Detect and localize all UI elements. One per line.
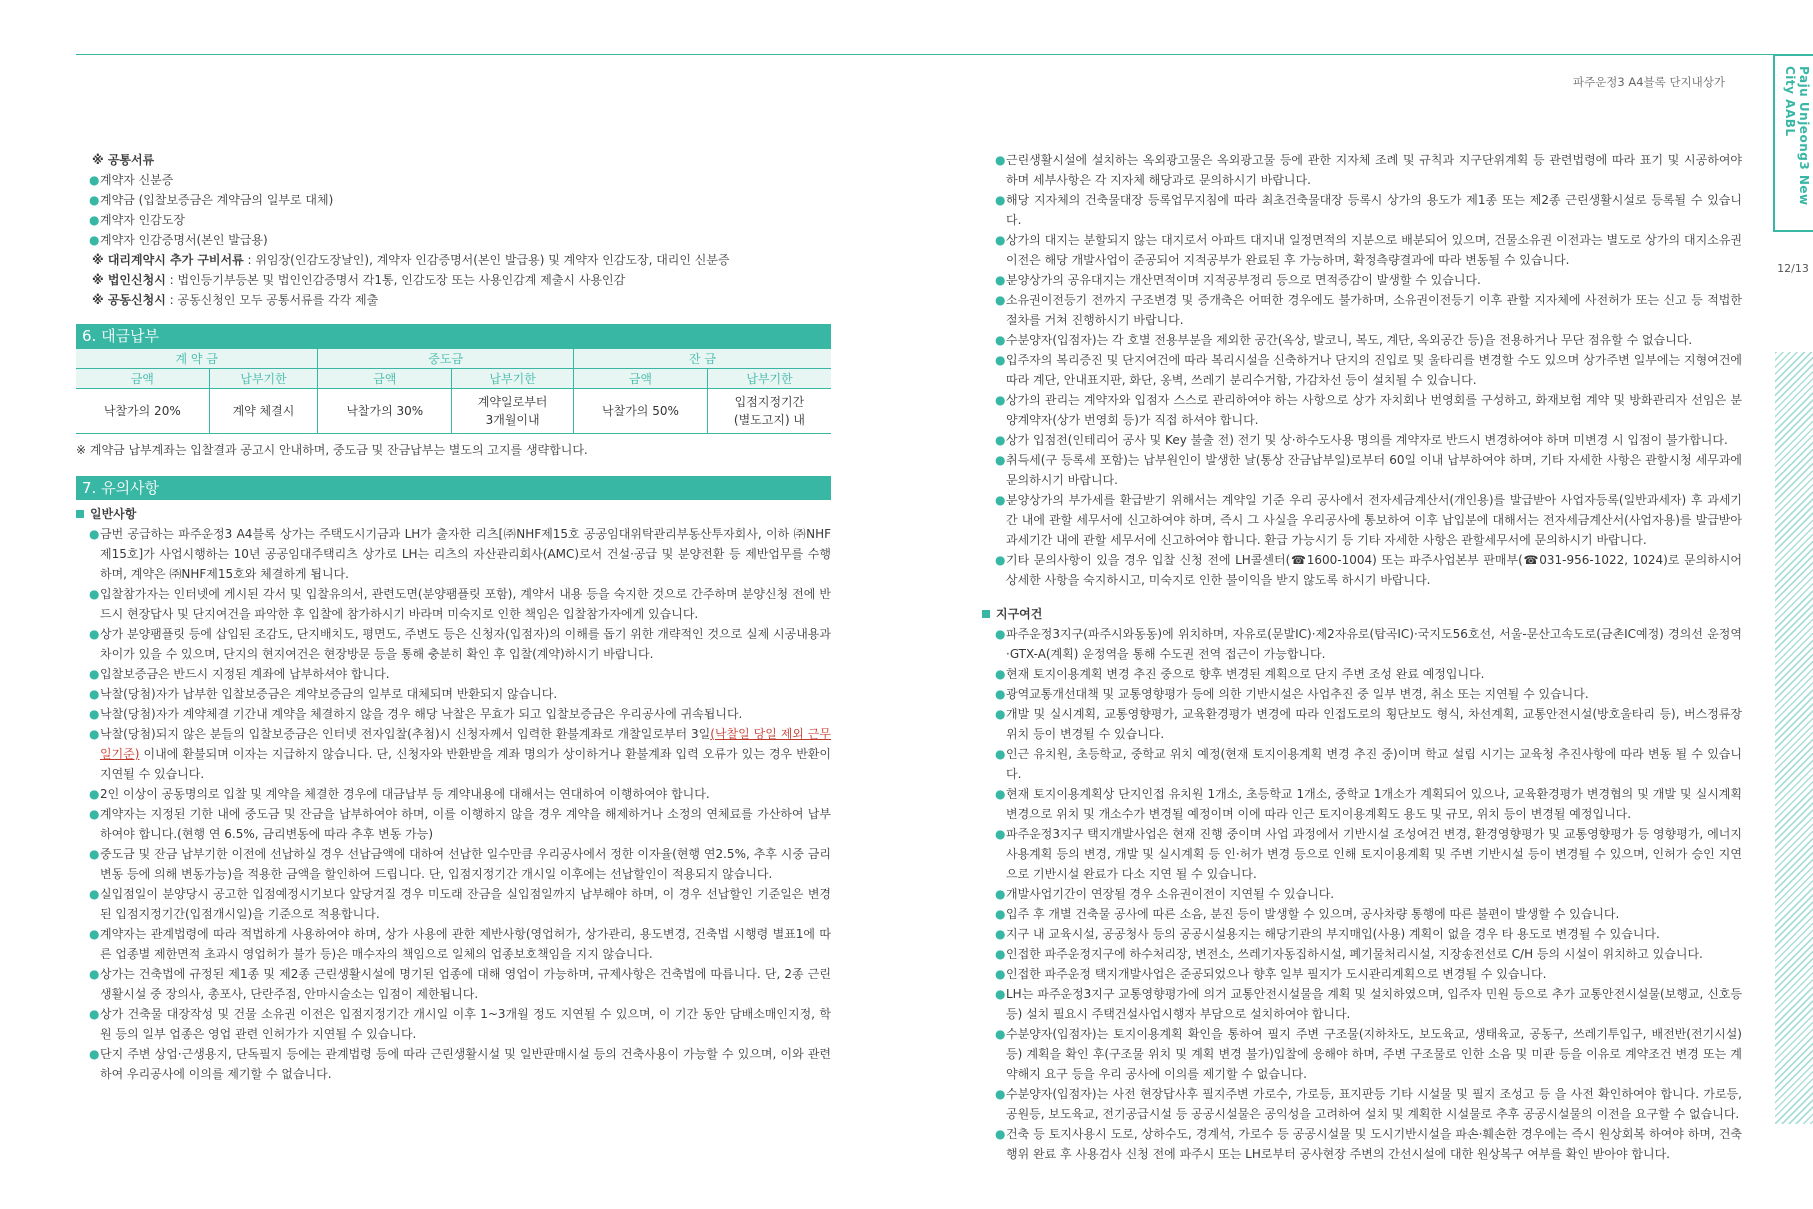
joint-docs: ※ 공동신청시 : 공동신청인 모두 공통서류를 각각 제출 xyxy=(92,293,379,307)
bullet-icon: ● xyxy=(995,1087,1006,1101)
bullet-icon: ● xyxy=(995,353,1006,367)
list-item xyxy=(76,210,831,230)
bullet-icon: ● xyxy=(89,627,100,641)
list-item-text: 기타 문의사항이 있을 경우 입찰 신청 전에 LH콜센터(☎1600-1004) 또는 파주사업본부 판매부(☎031-956-1022, 1024)로 문의하시어 상세한 사항을 숙지하시고, 미숙지로 인한 불이익을 받지 않도록 하시기 바랍니다. xyxy=(1006,553,1742,587)
bullet-icon: ● xyxy=(995,927,1006,941)
list-item xyxy=(76,844,831,884)
bullet-icon: ● xyxy=(995,947,1006,961)
list-item xyxy=(982,1024,1742,1084)
list-item xyxy=(76,924,831,964)
list-item-text: 상가는 건축법에 규정된 제1종 및 제2종 근린생활시설에 명기된 업종에 대해 영업이 가능하며, 규제사항은 건축법에 따릅니다. 단, 2종 근린생활시설 중 장의사, 총포사, 단란주점, 안마시술소는 입점이 제한됩니다. xyxy=(100,967,831,1001)
list-item-text: 계약자 신분증 xyxy=(100,173,174,187)
bullet-icon: ● xyxy=(995,393,1006,407)
bullet-icon: ● xyxy=(995,967,1006,981)
list-item xyxy=(76,1004,831,1044)
list-item-text: 해당 지자체의 건축물대장 등록업무지침에 따라 최초건축물대장 등록시 상가의 용도가 제1종 또는 제2종 근린생활시설로 등록될 수 있습니다. xyxy=(1006,193,1742,227)
bullet-icon: ● xyxy=(89,927,100,941)
list-item xyxy=(982,784,1742,824)
bullet-icon: ● xyxy=(89,1007,100,1021)
bullet-icon: ● xyxy=(89,687,100,701)
bullet-icon: ● xyxy=(89,213,100,227)
bullet-icon: ● xyxy=(995,333,1006,347)
list-item-text: 광역교통개선대책 및 교통영향평가 등에 의한 기반시설은 사업추진 중 일부 변경, 취소 또는 지연될 수 있습니다. xyxy=(1006,687,1589,701)
bullet-icon: ● xyxy=(89,667,100,681)
bullet-icon: ● xyxy=(89,173,100,187)
bullet-icon: ● xyxy=(995,687,1006,701)
table-cell: 낙찰가의 20% xyxy=(76,389,209,434)
column-header: 납부기한 xyxy=(209,369,318,389)
bullet-icon: ● xyxy=(89,887,100,901)
common-docs-title: ※ 공통서류 xyxy=(92,153,155,167)
list-item xyxy=(982,824,1742,884)
list-item-text: 계약자 인감증명서(본인 발급용) xyxy=(100,233,268,247)
list-item xyxy=(982,350,1742,390)
bullet-icon: ● xyxy=(995,153,1006,167)
side-tab-label: Paju Unjeong3 New City AABL xyxy=(1783,66,1811,206)
table-cell: 입점지정기간 (별도고지) 내 xyxy=(707,389,831,434)
list-item-text: 계약자 인감도장 xyxy=(100,213,185,227)
bullet-icon: ● xyxy=(995,787,1006,801)
list-item xyxy=(982,964,1742,984)
district-subheading: 지구여건 xyxy=(982,604,1742,624)
table-cell: 계약일로부터 3개월이내 xyxy=(452,389,574,434)
list-item-text: 상가의 관리는 계약자와 입점자 스스로 관리하여야 하는 사항으로 상가 자치회나 번영회를 구성하고, 화재보험 계약 및 방화관리자 선임은 분양계약자(상가 번영회 등)가 직접 하셔야 합니다. xyxy=(1006,393,1742,427)
bullet-icon: ● xyxy=(89,967,100,981)
list-item xyxy=(76,684,831,704)
list-item-text: 건축 등 토지사용시 도로, 상하수도, 경계석, 가로수 등 공공시설물 및 도시기반시설을 파손·훼손한 경우에는 즉시 원상회복 하여야 하며, 건축행위 완료 후 사용검사 신청 전에 파주시 또는 LH로부터 공사현장 주변의 간선시설에 대한 원상복구 여부를 확인 받아야 합니다. xyxy=(1006,1127,1742,1161)
list-item-text: 근린생활시설에 설치하는 옥외광고물은 옥외광고물 등에 관한 지자체 조례 및 규칙과 지구단위계획 등 관련법령에 따라 표기 및 시공하여야 하며 세부사항은 각 지자체 해당과로 문의하시기 바랍니다. xyxy=(1006,153,1742,187)
top-rule xyxy=(76,54,1774,55)
list-item xyxy=(982,624,1742,664)
section-payment-title: 6. 대금납부 xyxy=(76,324,831,348)
general-list-continued xyxy=(76,784,831,1084)
left-column xyxy=(76,150,831,1084)
bullet-icon: ● xyxy=(995,553,1006,567)
bullet-icon: ● xyxy=(995,273,1006,287)
list-item xyxy=(982,1084,1742,1124)
list-item-text: 현재 토지이용계획 변경 추진 중으로 향후 변경된 계획으로 단지 주변 조성 완료 예정입니다. xyxy=(1006,667,1485,681)
bullet-icon: ● xyxy=(995,1127,1006,1141)
list-item-text: 분양상가의 공유대지는 개산면적이며 지적공부정리 등으로 면적증감이 발생할 수 있습니다. xyxy=(1006,273,1481,287)
decorative-hatch xyxy=(1775,352,1813,1124)
list-item-text: 계약자는 관계법령에 따라 적법하게 사용하여야 하며, 상가 사용에 관한 제반사항(영업허가, 상가관리, 용도변경, 건축법 시행령 별표1에 따른 업종별 제한면적 초과시 영업허가 불가 등)은 매수자의 책임으로 일체의 업종보호책임을 지지 않습니다. xyxy=(100,927,831,961)
list-item xyxy=(982,904,1742,924)
list-item-text: 개발사업기간이 연장될 경우 소유권이전이 지연될 수 있습니다. xyxy=(1006,887,1335,901)
list-item-text: 소유권이전등기 전까지 구조변경 및 증개축은 어떠한 경우에도 불가하며, 소유권이전등기 이후 관할 지자체에 사전허가 또는 신고 등 적법한 절차를 거쳐 진행하시기 바랍니다. xyxy=(1006,293,1742,327)
list-item-text: 입주 후 개별 건축물 공사에 따른 소음, 분진 등이 발생할 수 있으며, 공사차량 통행에 따른 불편이 발생할 수 있습니다. xyxy=(1006,907,1620,921)
list-item xyxy=(76,624,831,664)
bullet-icon: ● xyxy=(89,847,100,861)
section-cautions-title: 7. 유의사항 xyxy=(76,476,831,500)
document-title: 파주운정3 A4블록 단지내상가 xyxy=(1572,75,1725,89)
table-cell: 계약 체결시 xyxy=(209,389,318,434)
list-item xyxy=(982,664,1742,684)
bullet-icon: ● xyxy=(89,707,100,721)
list-item-text: 상가 분양팸플릿 등에 삽입된 조감도, 단지배치도, 평면도, 주변도 등은 신청자(입점자)의 이해를 돕기 위한 개략적인 것으로 실제 시공내용과 차이가 있을 수 있으며, 단지의 현지여건은 현장방문 등을 통해 충분히 확인 후 입찰(계약)하시기 바랍니다. xyxy=(100,627,831,661)
list-item xyxy=(76,784,831,804)
list-item xyxy=(76,804,831,844)
bullet-icon: ● xyxy=(995,493,1006,507)
list-item xyxy=(76,884,831,924)
list-item-text: 입찰보증금은 반드시 지정된 계좌에 납부하셔야 합니다. xyxy=(100,667,390,681)
right-column xyxy=(982,150,1742,1164)
common-docs-list xyxy=(76,170,831,250)
district-list xyxy=(982,624,1742,1164)
list-item-text: 상가 입점전(인테리어 공사 및 Key 불출 전) 전기 및 상·하수도사용 명의를 계약자로 반드시 변경하여야 하며 미변경 시 입점이 불가합니다. xyxy=(1006,433,1728,447)
column-header: 납부기한 xyxy=(452,369,574,389)
table-cell: 낙찰가의 30% xyxy=(318,389,452,434)
bullet-icon: ● xyxy=(995,987,1006,1001)
list-item xyxy=(982,490,1742,550)
list-item xyxy=(982,1124,1742,1164)
bullet-icon: ● xyxy=(89,787,100,801)
list-item-text: 취득세(구 등록세 포함)는 납부원인이 발생한 날(통상 잔금납부일)로부터 60일 이내 납부하여야 하며, 기타 자세한 사항은 관할시청 세무과에 문의하시기 바랍니다. xyxy=(1006,453,1742,487)
list-item-text: 파주운정3지구 택지개발사업은 현재 진행 중이며 사업 과정에서 기반시설 조성여건 변경, 환경영향평가 및 교통영향평가 등 영향평가, 에너지사용계획 등의 변경, 개발 및 실시계획 등 인·허가 변경 등으로 인해 토지이용계획 및 주변 기반시설 등이 변경될 수 있으며, 인허가 승인 지연으로 기반시설 완료가 다소 지연 될 수 있습니다. xyxy=(1006,827,1742,881)
list-item xyxy=(982,330,1742,350)
list-item-text: 분양상가의 부가세를 환급받기 위해서는 계약일 기준 우리 공사에서 전자세금계산서(개인용)를 발급받아 사업자등록(일반과세자) 후 과세기간 내에 관할 세무서에 신고하여야 하며, 즉시 그 사실을 우리공사에 통보하여 이후 납입분에 대해서는 전자세금계산서(사업자용)를 발급받아 과세기간 내에 관할 세무서에 신고하여야 합니다. 환급 가능시기 등 기타 자세한 사항은 관할세무서에 문의하시기 바랍니다. xyxy=(1006,493,1742,547)
list-item-text: 수분양자(입점자)는 토지이용계획 확인을 통하여 필지 주변 구조물(지하차도, 보도육교, 생태육교, 공동구, 쓰레기투입구, 배전반(전기시설) 등) 계획을 확인 후(구조물 위치 및 계획 변경 불가)입찰에 응해야 하며, 주변 구조물로 인한 소음 및 미관 등을 이유로 계약조건 변경 또는 계약해지 요구 등을 우리 공사에 이의를 제기할 수 없습니다. xyxy=(1006,1027,1742,1081)
bullet-icon: ● xyxy=(89,233,100,247)
list-item xyxy=(76,230,831,250)
bullet-icon: ● xyxy=(995,907,1006,921)
list-item-text: 계약금 (입찰보증금은 계약금의 일부로 대체) xyxy=(100,193,334,207)
list-item xyxy=(982,290,1742,330)
bullet-icon: ● xyxy=(995,707,1006,721)
proxy-docs: ※ 대리계약시 추가 구비서류 : 위임장(인감도장날인), 계약자 인감증명서(본인 발급용) 및 계약자 인감도장, 대리인 신분증 xyxy=(92,253,730,267)
list-item-text: 인접한 파주운정지구에 하수처리장, 변전소, 쓰레기자동집하시설, 폐기물처리시설, 지장송전선로 C/H 등의 시설이 위치하고 있습니다. xyxy=(1006,947,1703,961)
list-item xyxy=(982,704,1742,744)
list-item-text: 2인 이상이 공동명의로 입찰 및 계약을 체결한 경우에 대금납부 등 계약내용에 대해서는 연대하여 이행하여야 합니다. xyxy=(100,787,710,801)
bullet-icon: ● xyxy=(995,433,1006,447)
list-item-text: 인근 유치원, 초등학교, 중학교 위치 예정(현재 토지이용계획 변경 추진 중)이며 학교 설립 시기는 교육청 추진사항에 따라 변동 될 수 있습니다. xyxy=(1006,747,1742,781)
list-item-text: 상가의 대지는 분할되지 않는 대지로서 아파트 대지내 일정면적의 지분으로 배분되어 있으며, 건물소유권 이전과는 별도로 상가의 대지소유권이전은 해당 개발사업이 준공되어 지적공부가 완료된 후 가능하며, 확정측량결과에 따라 변동될 수 있습니다. xyxy=(1006,233,1742,267)
list-item-text: 낙찰(당첨)자가 납부한 입찰보증금은 계약보증금의 일부로 대체되며 반환되지 않습니다. xyxy=(100,687,558,701)
list-item xyxy=(982,270,1742,290)
column-header: 금액 xyxy=(573,369,707,389)
payment-note: ※ 계약금 납부계좌는 입찰결과 공고시 안내하며, 중도금 및 잔금납부는 별도의 고지를 생략합니다. xyxy=(76,443,588,457)
list-item xyxy=(982,550,1742,590)
list-item xyxy=(982,944,1742,964)
list-item xyxy=(982,450,1742,490)
bullet-icon: ● xyxy=(995,293,1006,307)
general-subheading: 일반사항 xyxy=(76,504,831,524)
list-item-text: 낙찰(당첨)자가 계약체결 기간내 계약을 체결하지 않을 경우 해당 낙찰은 무효가 되고 입찰보증금은 우리공사에 귀속됩니다. xyxy=(100,707,743,721)
column-header: 납부기한 xyxy=(707,369,831,389)
bullet-icon: ● xyxy=(995,233,1006,247)
list-item-text: 상가 건축물 대장작성 및 건물 소유권 이전은 입점지정기간 개시일 이후 1~3개월 정도 지연될 수 있으며, 이 기간 동안 담배소매인지정, 학원 등의 일부 업종은 영업 관련 인허가가 지연될 수 있습니다. xyxy=(100,1007,831,1041)
bullet-icon: ● xyxy=(995,747,1006,761)
bullet-icon: ● xyxy=(89,193,100,207)
list-item xyxy=(982,744,1742,784)
list-item xyxy=(982,190,1742,230)
column-header: 금액 xyxy=(76,369,209,389)
list-item xyxy=(982,430,1742,450)
list-item-text: 지구 내 교육시설, 공공청사 등의 공공시설용지는 해당기관의 부지매입(사용) 계획이 없을 경우 타 용도로 변경될 수 있습니다. xyxy=(1006,927,1660,941)
table-row xyxy=(76,389,831,434)
list-item xyxy=(76,964,831,1004)
bullet-icon: ● xyxy=(89,527,100,541)
bullet-icon: ● xyxy=(995,887,1006,901)
bullet-icon: ● xyxy=(995,453,1006,467)
bullet-icon: ● xyxy=(995,667,1006,681)
list-item xyxy=(76,170,831,190)
list-item xyxy=(982,924,1742,944)
list-item xyxy=(76,1044,831,1084)
list-item-text: 인접한 파주운정 택지개발사업은 준공되었으나 향후 일부 필지가 도시관리계획으로 변경될 수 있습니다. xyxy=(1006,967,1547,981)
group-header: 중도금 xyxy=(318,349,574,369)
list-item-text: 중도금 및 잔금 납부기한 이전에 선납하실 경우 선납금액에 대하여 선납한 일수만큼 우리공사에서 정한 이자율(현행 연2.5%, 추후 시중 금리변동 등에 의해 변동가능)을 적용한 금액을 할인하여 드립니다. 단, 입점지정기간 개시일 이후에는 선납할인이 적용되지 않습니다. xyxy=(100,847,831,881)
group-header: 계 약 금 xyxy=(76,349,318,369)
column-header: 금액 xyxy=(318,369,452,389)
list-item-text: 입찰참가자는 인터넷에 게시된 각서 및 입찰유의서, 관련도면(분양팸플릿 포함), 계약서 내용 등을 숙지한 것으로 간주하며 분양신청 전에 반드시 현장답사 및 단지여건을 파악한 후 입찰에 참가하시기 바라며 미숙지로 인한 책임은 입찰참가자에게 있습니다. xyxy=(100,587,831,621)
list-item xyxy=(982,884,1742,904)
list-item xyxy=(982,684,1742,704)
list-item-text: 현재 토지이용계획상 단지인접 유치원 1개소, 초등학교 1개소, 중학교 1개소가 계획되어 있으나, 교육환경평가 변경협의 및 개발 및 실시계획 변경으로 위치 및 개소수가 변경될 예정이며 이에 따라 인근 토지이용계획도 용도 및 규모, 위치 등이 변경될 예정입니다. xyxy=(1006,787,1742,821)
list-item xyxy=(76,664,831,684)
right-general-list xyxy=(982,150,1742,590)
list-item-text: 입주자의 복리증진 및 단지여건에 따라 복리시설을 신축하거나 단지의 진입로 및 울타리를 변경할 수도 있으며 상가주변 일부에는 지형여건에 따라 계단, 안내표지판, 화단, 옹벽, 쓰레기 분리수거함, 가감차선 등이 설치될 수 있습니다. xyxy=(1006,353,1742,387)
bullet-icon: ● xyxy=(89,587,100,601)
list-item xyxy=(982,230,1742,270)
bullet-icon: ● xyxy=(995,627,1006,641)
table-cell: 낙찰가의 50% xyxy=(573,389,707,434)
list-item xyxy=(982,390,1742,430)
side-tab xyxy=(1773,54,1813,232)
list-item-text: 계약자는 지정된 기한 내에 중도금 및 잔금을 납부하여야 하며, 이를 이행하지 않을 경우 계약을 해제하거나 소정의 연체료를 가산하여 납부하여야 합니다.(현행 연 6.5%, 금리변동에 따라 추후 변동 가능) xyxy=(100,807,831,841)
square-bullet-icon xyxy=(76,510,84,518)
general-list xyxy=(76,524,831,724)
bullet-icon: ● xyxy=(89,807,100,821)
corp-docs: ※ 법인신청시 : 법인등기부등본 및 법인인감증명서 각1통, 인감도장 또는 사용인감계 제출시 사용인감 xyxy=(92,273,626,287)
list-item xyxy=(76,524,831,584)
bullet-icon: ● xyxy=(995,1027,1006,1041)
list-item xyxy=(982,984,1742,1024)
list-item xyxy=(76,190,831,210)
list-item-text: 개발 및 실시계획, 교통영향평가, 교육환경평가 변경에 따라 인접도로의 횡단보도 형식, 차선계획, 교통안전시설(방호울타리 등), 버스정류장 위치 등이 변경될 수 있습니다. xyxy=(1006,707,1742,741)
bullet-icon: ● xyxy=(89,1047,100,1061)
bullet-icon: ● xyxy=(995,827,1006,841)
group-header: 잔 금 xyxy=(573,349,831,369)
list-item-text: 수분양자(입점자)는 사전 현장답사후 필지주변 가로수, 가로등, 표지판등 기타 시설물 및 필지 조성고 등 을 사전 확인하여야 합니다. 가로등, 공원등, 보도육교, 전기공급시설 등 공공시설물은 공익성을 고려하여 설치 및 계획한 시설물로 추후 공공시설물의 이전을 요구할 수 없습니다. xyxy=(1006,1087,1742,1121)
list-item: ● 낙찰(당첨)되지 않은 분들의 입찰보증금은 인터넷 전자입찰(추첨)시 신청자께서 입력한 환불계좌로 개찰일로부터 3일(낙찰일 당일 제외 근무일기준) 이내에 환불되며 이자는 지급하지 않습니다. 단, 신청자와 반환받을 계좌 명의가 상이하거나 환불계좌 입력 오류가 있는 경우 반환이 지연될 수 있습니다. xyxy=(76,724,831,784)
payment-table xyxy=(76,348,831,434)
list-item-text: LH는 파주운정3지구 교통영향평가에 의거 교통안전시설물을 계획 및 설치하였으며, 입주자 민원 등으로 추가 교통안전시설물(보행교, 신호등 등) 설치 필요시 주택건설사업시행자 부담으로 설치하여야 합니다. xyxy=(1006,987,1742,1021)
bullet-icon: ● xyxy=(89,727,100,741)
list-item xyxy=(76,704,831,724)
square-bullet-icon xyxy=(982,610,990,618)
list-item-text: 수분양자(입점자)는 각 호별 전용부분을 제외한 공간(옥상, 발코니, 복도, 계단, 옥외공간 등)을 전용하거나 무단 점유할 수 없습니다. xyxy=(1006,333,1693,347)
list-item xyxy=(76,584,831,624)
list-item xyxy=(982,150,1742,190)
page-number: 12/13 xyxy=(1777,262,1809,275)
list-item-text: 금번 공급하는 파주운정3 A4블록 상가는 주택도시기금과 LH가 출자한 리츠[㈜NHF제15호 공공임대위탁관리부동산투자회사, 이하 ㈜NHF제15호]가 사업시행하는 10년 공공임대주택리츠 상가로 LH는 리츠의 자산관리회사(AMC)로서 건설·공급 및 분양전환 등 제반업무를 수행하며, 계약은 ㈜NHF제15호와 체결하게 됩니다. xyxy=(100,527,831,581)
list-item-text: 단지 주변 상업·근생용지, 단독필지 등에는 관계법령 등에 따라 근린생활시설 및 일반판매시설 등의 건축사용이 가능할 수 있으며, 이와 관련하여 우리공사에 이의를 제기할 수 없습니다. xyxy=(100,1047,831,1081)
bullet-icon: ● xyxy=(995,193,1006,207)
list-item-text: 실입점일이 분양당시 공고한 입점예정시기보다 앞당겨질 경우 미도래 잔금을 실입점일까지 납부해야 하며, 이 경우 선납할인 기준일은 변경된 입점지정기간(입점개시일)을 기준으로 적용합니다. xyxy=(100,887,831,921)
list-item-text: 파주운정3지구(파주시와동동)에 위치하며, 자유로(문발IC)·제2자유로(탑곡IC)·국지도56호선, 서울-문산고속도로(금촌IC예정) 경의선 운정역·GTX-A(계획) 운정역을 통해 수도권 전역 접근이 가능합니다. xyxy=(1006,627,1742,661)
